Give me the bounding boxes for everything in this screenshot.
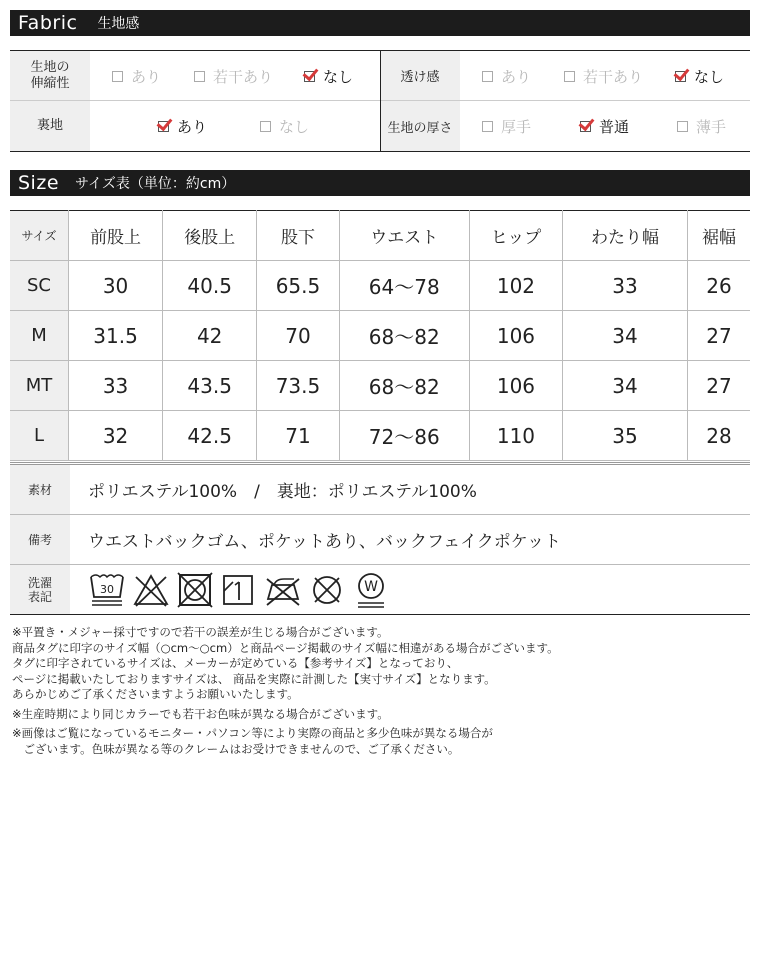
table-cell: 72〜86 <box>339 411 469 461</box>
column-header: 股下 <box>257 211 339 261</box>
table-cell: 33 <box>563 261 688 311</box>
column-header: 後股上 <box>163 211 257 261</box>
note-line: ※生産時期により同じカラーでも若干お色味が異なる場合がございます。 <box>12 706 389 721</box>
table-cell: 65.5 <box>257 261 339 311</box>
size-table-header-row <box>10 211 750 261</box>
table-cell: 26 <box>687 261 750 311</box>
checkbox-icon <box>194 71 205 82</box>
size-table-corner: サイズ <box>10 211 69 261</box>
fabric-header-subtitle: 生地感 <box>97 16 140 32</box>
material-value: ポリエステル100% / 裏地：ポリエステル100% <box>88 482 477 502</box>
stretch-options <box>90 51 380 100</box>
notes <box>12 625 559 757</box>
checkbox-icon <box>260 121 271 132</box>
note-line: あらかじめご了承くださいますようお願いいたします。 <box>12 687 299 701</box>
fabric-divider <box>380 51 381 151</box>
fabric-header-title: Fabric <box>18 12 78 34</box>
note-line: ページに掲載いたしておりますサイズは、 商品を実際に計測した【実寸サイズ】となります。 <box>12 671 496 686</box>
note-line: ございます。色味が異なる等のクレームはお受けできませんので、ご了承ください。 <box>12 741 460 756</box>
stretch-option-none: なし <box>304 51 353 101</box>
table-row <box>10 411 750 461</box>
table-cell: 30 <box>69 261 163 311</box>
table-cell: 32 <box>69 411 163 461</box>
no-bleach-icon <box>132 571 170 609</box>
wash-temperature: 30 <box>100 582 114 596</box>
table-cell: 106 <box>469 361 562 411</box>
size-label: L <box>10 411 69 461</box>
checked-checkbox-icon <box>304 71 315 82</box>
thickness-option-normal: 普通 <box>580 101 629 151</box>
table-cell: 110 <box>469 411 562 461</box>
table-row <box>10 361 750 411</box>
material-label: 素材 <box>10 465 70 514</box>
thickness-label: 生地の厚さ <box>380 101 460 151</box>
note-line: 商品タグに印字のサイズ幅（○cm〜○cm）と商品ページ掲載のサイズ幅に相違がある場合がございます。 <box>12 640 559 655</box>
fabric-header-bar <box>10 10 750 36</box>
checkbox-icon <box>564 71 575 82</box>
fabric-grid <box>10 50 750 152</box>
no-dry-clean-icon <box>308 571 346 609</box>
product-info <box>10 462 750 615</box>
table-row <box>10 261 750 311</box>
table-cell: 68〜82 <box>339 311 469 361</box>
wash-30-gentle-icon <box>88 571 126 609</box>
no-iron-icon <box>264 571 302 609</box>
no-tumble-dry-icon <box>176 571 214 609</box>
size-label: M <box>10 311 69 361</box>
table-row <box>10 311 750 361</box>
line-dry-icon <box>220 571 258 609</box>
size-table <box>10 210 750 461</box>
table-cell: 64〜78 <box>339 261 469 311</box>
size-label: SC <box>10 261 69 311</box>
size-header-title: Size <box>18 172 60 194</box>
size-header-subtitle: サイズ表（単位：約cm） <box>75 176 236 192</box>
sheer-option-none: なし <box>675 51 724 101</box>
care-label: 洗濯表記 <box>10 565 70 614</box>
table-cell: 28 <box>687 411 750 461</box>
column-header: ウエスト <box>339 211 469 261</box>
table-cell: 73.5 <box>257 361 339 411</box>
material-row <box>10 465 750 515</box>
stretch-label: 生地の伸縮性 <box>10 51 90 100</box>
table-cell: 27 <box>687 311 750 361</box>
table-cell: 43.5 <box>163 361 257 411</box>
wet-clean-letter: W <box>364 578 378 595</box>
table-cell: 70 <box>257 311 339 361</box>
checkbox-icon <box>112 71 123 82</box>
table-cell: 34 <box>563 361 688 411</box>
sheer-options <box>460 51 750 100</box>
note-line: ※画像はご覧になっているモニター・パソコン等により実際の商品と多少色味が異なる場合が <box>12 726 493 740</box>
table-cell: 102 <box>469 261 562 311</box>
checked-checkbox-icon <box>158 121 169 132</box>
table-cell: 106 <box>469 311 562 361</box>
lining-options <box>90 101 380 151</box>
stretch-option-slight: 若干あり <box>194 51 273 101</box>
thickness-options <box>460 101 750 151</box>
column-header: わたり幅 <box>563 211 688 261</box>
care-icons <box>70 565 390 614</box>
column-header: 裾幅 <box>687 211 750 261</box>
thickness-option-thick: 厚手 <box>482 101 531 151</box>
lining-option-no: なし <box>260 101 309 151</box>
size-label: MT <box>10 361 69 411</box>
table-cell: 35 <box>563 411 688 461</box>
lining-label: 裏地 <box>10 101 90 151</box>
column-header: 前股上 <box>69 211 163 261</box>
sheer-option-slight: 若干あり <box>564 51 643 101</box>
table-cell: 42.5 <box>163 411 257 461</box>
table-cell: 68〜82 <box>339 361 469 411</box>
table-cell: 40.5 <box>163 261 257 311</box>
table-cell: 27 <box>687 361 750 411</box>
table-cell: 31.5 <box>69 311 163 361</box>
remarks-value: ウエストバックゴム、ポケットあり、バックフェイクポケット <box>88 532 561 552</box>
stretch-option-yes: あり <box>112 51 161 101</box>
sheer-label: 透け感 <box>380 51 460 100</box>
table-cell: 33 <box>69 361 163 411</box>
checked-checkbox-icon <box>580 121 591 132</box>
table-cell: 42 <box>163 311 257 361</box>
note-line: ※平置き・メジャー採寸ですので若干の誤差が生じる場合がございます。 <box>12 625 389 639</box>
checkbox-icon <box>482 71 493 82</box>
checkbox-icon <box>482 121 493 132</box>
table-cell: 71 <box>257 411 339 461</box>
lining-option-yes: あり <box>158 101 207 151</box>
wet-clean-icon <box>352 570 390 610</box>
size-header-bar <box>10 170 750 196</box>
checkbox-icon <box>677 121 688 132</box>
checked-checkbox-icon <box>675 71 686 82</box>
column-header: ヒップ <box>469 211 562 261</box>
note-line: タグに印字されているサイズは、メーカーが定めている【参考サイズ】となっており、 <box>12 656 459 670</box>
care-row <box>10 565 750 615</box>
remarks-row <box>10 515 750 565</box>
remarks-label: 備考 <box>10 515 70 564</box>
sheer-option-yes: あり <box>482 51 531 101</box>
table-cell: 34 <box>563 311 688 361</box>
thickness-option-thin: 薄手 <box>677 101 726 151</box>
